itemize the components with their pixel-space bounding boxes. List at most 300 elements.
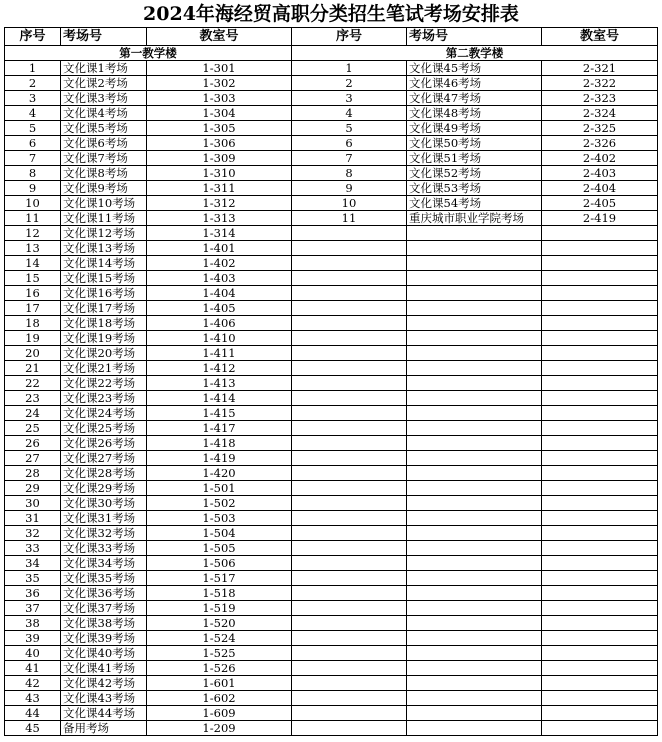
left-classroom-cell: 1-305 bbox=[147, 121, 292, 136]
table-row bbox=[5, 361, 658, 376]
right-empty-cell bbox=[292, 721, 407, 736]
right-empty-cell bbox=[542, 331, 658, 346]
left-index-cell: 39 bbox=[5, 631, 61, 646]
left-room-cell: 文化课25考场 bbox=[61, 421, 147, 436]
right-empty-cell bbox=[407, 706, 542, 721]
right-empty-cell bbox=[542, 541, 658, 556]
left-room-cell: 文化课24考场 bbox=[61, 406, 147, 421]
right-index-cell: 10 bbox=[292, 196, 407, 211]
left-index-cell: 10 bbox=[5, 196, 61, 211]
right-index-cell: 2 bbox=[292, 76, 407, 91]
header-classroom-left: 教室号 bbox=[147, 28, 292, 46]
table-row bbox=[5, 181, 658, 196]
right-empty-cell bbox=[542, 571, 658, 586]
left-room-cell: 文化课15考场 bbox=[61, 271, 147, 286]
left-room-cell: 文化课27考场 bbox=[61, 451, 147, 466]
right-empty-cell bbox=[407, 421, 542, 436]
right-empty-cell bbox=[542, 631, 658, 646]
left-index-cell: 41 bbox=[5, 661, 61, 676]
right-empty-cell bbox=[407, 661, 542, 676]
left-index-cell: 29 bbox=[5, 481, 61, 496]
left-room-cell: 文化课40考场 bbox=[61, 646, 147, 661]
right-empty-cell bbox=[542, 391, 658, 406]
left-classroom-cell: 1-505 bbox=[147, 541, 292, 556]
right-empty-cell bbox=[407, 691, 542, 706]
right-room-cell: 文化课53考场 bbox=[407, 181, 542, 196]
right-room-cell: 重庆城市职业学院考场 bbox=[407, 211, 542, 226]
right-empty-cell bbox=[407, 466, 542, 481]
right-empty-cell bbox=[292, 556, 407, 571]
table-row bbox=[5, 661, 658, 676]
right-empty-cell bbox=[542, 241, 658, 256]
left-index-cell: 34 bbox=[5, 556, 61, 571]
left-room-cell: 文化课26考场 bbox=[61, 436, 147, 451]
right-empty-cell bbox=[292, 631, 407, 646]
left-room-cell: 文化课12考场 bbox=[61, 226, 147, 241]
left-index-cell: 43 bbox=[5, 691, 61, 706]
table-row bbox=[5, 691, 658, 706]
left-room-cell: 文化课28考场 bbox=[61, 466, 147, 481]
left-room-cell: 文化课19考场 bbox=[61, 331, 147, 346]
header-row bbox=[5, 28, 658, 46]
left-classroom-cell: 1-406 bbox=[147, 316, 292, 331]
left-index-cell: 45 bbox=[5, 721, 61, 736]
right-empty-cell bbox=[542, 226, 658, 241]
right-empty-cell bbox=[542, 526, 658, 541]
right-empty-cell bbox=[542, 661, 658, 676]
left-index-cell: 6 bbox=[5, 136, 61, 151]
table-row bbox=[5, 391, 658, 406]
table-row bbox=[5, 706, 658, 721]
left-index-cell: 11 bbox=[5, 211, 61, 226]
left-index-cell: 4 bbox=[5, 106, 61, 121]
left-index-cell: 8 bbox=[5, 166, 61, 181]
right-classroom-cell: 2-324 bbox=[542, 106, 658, 121]
right-empty-cell bbox=[542, 421, 658, 436]
left-classroom-cell: 1-517 bbox=[147, 571, 292, 586]
right-empty-cell bbox=[542, 721, 658, 736]
right-index-cell: 7 bbox=[292, 151, 407, 166]
left-classroom-cell: 1-411 bbox=[147, 346, 292, 361]
left-classroom-cell: 1-313 bbox=[147, 211, 292, 226]
left-index-cell: 3 bbox=[5, 91, 61, 106]
left-room-cell: 文化课36考场 bbox=[61, 586, 147, 601]
left-room-cell: 文化课4考场 bbox=[61, 106, 147, 121]
left-classroom-cell: 1-418 bbox=[147, 436, 292, 451]
left-classroom-cell: 1-525 bbox=[147, 646, 292, 661]
right-empty-cell bbox=[292, 271, 407, 286]
left-room-cell: 文化课10考场 bbox=[61, 196, 147, 211]
left-room-cell: 文化课20考场 bbox=[61, 346, 147, 361]
left-index-cell: 19 bbox=[5, 331, 61, 346]
left-index-cell: 40 bbox=[5, 646, 61, 661]
table-row bbox=[5, 256, 658, 271]
right-classroom-cell: 2-322 bbox=[542, 76, 658, 91]
right-empty-cell bbox=[292, 586, 407, 601]
left-index-cell: 15 bbox=[5, 271, 61, 286]
left-classroom-cell: 1-306 bbox=[147, 136, 292, 151]
right-empty-cell bbox=[407, 556, 542, 571]
table-row bbox=[5, 376, 658, 391]
right-empty-cell bbox=[292, 601, 407, 616]
left-classroom-cell: 1-501 bbox=[147, 481, 292, 496]
left-room-cell: 文化课13考场 bbox=[61, 241, 147, 256]
right-empty-cell bbox=[292, 571, 407, 586]
right-empty-cell bbox=[542, 616, 658, 631]
left-classroom-cell: 1-309 bbox=[147, 151, 292, 166]
left-room-cell: 文化课18考场 bbox=[61, 316, 147, 331]
right-empty-cell bbox=[407, 376, 542, 391]
left-classroom-cell: 1-301 bbox=[147, 61, 292, 76]
left-classroom-cell: 1-502 bbox=[147, 496, 292, 511]
left-index-cell: 27 bbox=[5, 451, 61, 466]
table-row bbox=[5, 631, 658, 646]
header-index-right: 序号 bbox=[292, 28, 407, 46]
table-row bbox=[5, 586, 658, 601]
right-empty-cell bbox=[542, 406, 658, 421]
left-room-cell: 文化课39考场 bbox=[61, 631, 147, 646]
right-index-cell: 6 bbox=[292, 136, 407, 151]
exam-room-table bbox=[4, 27, 658, 736]
table-row bbox=[5, 541, 658, 556]
right-classroom-cell: 2-323 bbox=[542, 91, 658, 106]
building1-name: 第一教学楼 bbox=[5, 46, 292, 61]
right-classroom-cell: 2-419 bbox=[542, 211, 658, 226]
header-index-left: 序号 bbox=[5, 28, 61, 46]
left-index-cell: 35 bbox=[5, 571, 61, 586]
right-empty-cell bbox=[542, 301, 658, 316]
left-room-cell: 文化课17考场 bbox=[61, 301, 147, 316]
right-empty-cell bbox=[292, 346, 407, 361]
right-empty-cell bbox=[407, 631, 542, 646]
table-row bbox=[5, 76, 658, 91]
left-classroom-cell: 1-415 bbox=[147, 406, 292, 421]
right-empty-cell bbox=[407, 496, 542, 511]
left-room-cell: 文化课3考场 bbox=[61, 91, 147, 106]
left-index-cell: 38 bbox=[5, 616, 61, 631]
left-room-cell: 文化课22考场 bbox=[61, 376, 147, 391]
left-room-cell: 文化课2考场 bbox=[61, 76, 147, 91]
left-classroom-cell: 1-412 bbox=[147, 361, 292, 376]
right-empty-cell bbox=[292, 241, 407, 256]
left-classroom-cell: 1-304 bbox=[147, 106, 292, 121]
left-room-cell: 文化课37考场 bbox=[61, 601, 147, 616]
table-row bbox=[5, 721, 658, 736]
right-empty-cell bbox=[292, 541, 407, 556]
table-row bbox=[5, 526, 658, 541]
right-empty-cell bbox=[292, 526, 407, 541]
left-classroom-cell: 1-314 bbox=[147, 226, 292, 241]
right-empty-cell bbox=[542, 466, 658, 481]
left-classroom-cell: 1-419 bbox=[147, 451, 292, 466]
left-classroom-cell: 1-312 bbox=[147, 196, 292, 211]
left-index-cell: 9 bbox=[5, 181, 61, 196]
right-empty-cell bbox=[292, 256, 407, 271]
table-row bbox=[5, 451, 658, 466]
table-row bbox=[5, 346, 658, 361]
left-room-cell: 文化课32考场 bbox=[61, 526, 147, 541]
right-empty-cell bbox=[292, 451, 407, 466]
left-classroom-cell: 1-402 bbox=[147, 256, 292, 271]
left-room-cell: 文化课8考场 bbox=[61, 166, 147, 181]
table-row bbox=[5, 91, 658, 106]
right-empty-cell bbox=[407, 436, 542, 451]
right-empty-cell bbox=[542, 316, 658, 331]
table-row bbox=[5, 61, 658, 76]
right-empty-cell bbox=[292, 691, 407, 706]
right-empty-cell bbox=[407, 271, 542, 286]
right-empty-cell bbox=[292, 301, 407, 316]
right-empty-cell bbox=[407, 451, 542, 466]
right-index-cell: 11 bbox=[292, 211, 407, 226]
left-index-cell: 20 bbox=[5, 346, 61, 361]
left-index-cell: 22 bbox=[5, 376, 61, 391]
left-classroom-cell: 1-503 bbox=[147, 511, 292, 526]
table-row bbox=[5, 646, 658, 661]
right-room-cell: 文化课50考场 bbox=[407, 136, 542, 151]
right-empty-cell bbox=[542, 646, 658, 661]
table-row bbox=[5, 676, 658, 691]
right-empty-cell bbox=[542, 676, 658, 691]
table-row bbox=[5, 436, 658, 451]
left-index-cell: 26 bbox=[5, 436, 61, 451]
right-index-cell: 3 bbox=[292, 91, 407, 106]
table-row bbox=[5, 316, 658, 331]
right-empty-cell bbox=[292, 361, 407, 376]
right-empty-cell bbox=[542, 691, 658, 706]
left-classroom-cell: 1-602 bbox=[147, 691, 292, 706]
left-room-cell: 文化课21考场 bbox=[61, 361, 147, 376]
right-empty-cell bbox=[407, 226, 542, 241]
right-empty-cell bbox=[542, 496, 658, 511]
right-empty-cell bbox=[292, 391, 407, 406]
right-room-cell: 文化课51考场 bbox=[407, 151, 542, 166]
left-index-cell: 23 bbox=[5, 391, 61, 406]
right-room-cell: 文化课48考场 bbox=[407, 106, 542, 121]
left-room-cell: 文化课35考场 bbox=[61, 571, 147, 586]
right-empty-cell bbox=[407, 361, 542, 376]
left-classroom-cell: 1-506 bbox=[147, 556, 292, 571]
right-empty-cell bbox=[292, 676, 407, 691]
left-classroom-cell: 1-526 bbox=[147, 661, 292, 676]
left-classroom-cell: 1-410 bbox=[147, 331, 292, 346]
left-classroom-cell: 1-420 bbox=[147, 466, 292, 481]
left-classroom-cell: 1-413 bbox=[147, 376, 292, 391]
right-empty-cell bbox=[407, 601, 542, 616]
right-empty-cell bbox=[407, 676, 542, 691]
right-empty-cell bbox=[292, 511, 407, 526]
table-row bbox=[5, 601, 658, 616]
left-room-cell: 文化课11考场 bbox=[61, 211, 147, 226]
right-classroom-cell: 2-404 bbox=[542, 181, 658, 196]
right-empty-cell bbox=[407, 301, 542, 316]
left-classroom-cell: 1-609 bbox=[147, 706, 292, 721]
left-classroom-cell: 1-519 bbox=[147, 601, 292, 616]
left-index-cell: 30 bbox=[5, 496, 61, 511]
right-empty-cell bbox=[292, 226, 407, 241]
left-index-cell: 36 bbox=[5, 586, 61, 601]
right-room-cell: 文化课45考场 bbox=[407, 61, 542, 76]
right-empty-cell bbox=[407, 721, 542, 736]
right-empty-cell bbox=[542, 706, 658, 721]
right-empty-cell bbox=[542, 286, 658, 301]
table-row bbox=[5, 481, 658, 496]
right-empty-cell bbox=[542, 601, 658, 616]
left-classroom-cell: 1-504 bbox=[147, 526, 292, 541]
left-room-cell: 文化课38考场 bbox=[61, 616, 147, 631]
right-empty-cell bbox=[542, 346, 658, 361]
left-index-cell: 7 bbox=[5, 151, 61, 166]
right-empty-cell bbox=[407, 616, 542, 631]
table-row bbox=[5, 496, 658, 511]
right-empty-cell bbox=[542, 481, 658, 496]
left-classroom-cell: 1-311 bbox=[147, 181, 292, 196]
right-empty-cell bbox=[292, 616, 407, 631]
header-room-right: 考场号 bbox=[407, 28, 542, 46]
right-empty-cell bbox=[292, 466, 407, 481]
left-index-cell: 21 bbox=[5, 361, 61, 376]
right-index-cell: 4 bbox=[292, 106, 407, 121]
left-room-cell: 文化课16考场 bbox=[61, 286, 147, 301]
table-row bbox=[5, 331, 658, 346]
table-row bbox=[5, 286, 658, 301]
right-empty-cell bbox=[407, 316, 542, 331]
page-title: 2024年海经贸高职分类招生笔试考场安排表 bbox=[143, 3, 519, 25]
right-index-cell: 9 bbox=[292, 181, 407, 196]
left-classroom-cell: 1-310 bbox=[147, 166, 292, 181]
left-classroom-cell: 1-414 bbox=[147, 391, 292, 406]
left-room-cell: 文化课44考场 bbox=[61, 706, 147, 721]
right-empty-cell bbox=[407, 241, 542, 256]
right-empty-cell bbox=[292, 646, 407, 661]
left-room-cell: 文化课43考场 bbox=[61, 691, 147, 706]
right-empty-cell bbox=[542, 376, 658, 391]
right-empty-cell bbox=[542, 451, 658, 466]
right-classroom-cell: 2-321 bbox=[542, 61, 658, 76]
right-empty-cell bbox=[542, 586, 658, 601]
left-index-cell: 44 bbox=[5, 706, 61, 721]
table-row bbox=[5, 241, 658, 256]
right-room-cell: 文化课54考场 bbox=[407, 196, 542, 211]
left-classroom-cell: 1-302 bbox=[147, 76, 292, 91]
left-room-cell: 备用考场 bbox=[61, 721, 147, 736]
right-empty-cell bbox=[292, 436, 407, 451]
table-row bbox=[5, 121, 658, 136]
left-classroom-cell: 1-401 bbox=[147, 241, 292, 256]
left-room-cell: 文化课41考场 bbox=[61, 661, 147, 676]
left-classroom-cell: 1-601 bbox=[147, 676, 292, 691]
table-row bbox=[5, 136, 658, 151]
left-room-cell: 文化课5考场 bbox=[61, 121, 147, 136]
left-index-cell: 25 bbox=[5, 421, 61, 436]
left-index-cell: 32 bbox=[5, 526, 61, 541]
left-classroom-cell: 1-518 bbox=[147, 586, 292, 601]
building2-name: 第二教学楼 bbox=[292, 46, 658, 61]
right-empty-cell bbox=[407, 331, 542, 346]
left-room-cell: 文化课33考场 bbox=[61, 541, 147, 556]
left-index-cell: 33 bbox=[5, 541, 61, 556]
left-room-cell: 文化课9考场 bbox=[61, 181, 147, 196]
building-row bbox=[5, 46, 658, 61]
left-classroom-cell: 1-520 bbox=[147, 616, 292, 631]
table-row bbox=[5, 166, 658, 181]
left-room-cell: 文化课29考场 bbox=[61, 481, 147, 496]
header-classroom-right: 教室号 bbox=[542, 28, 658, 46]
left-index-cell: 42 bbox=[5, 676, 61, 691]
right-index-cell: 8 bbox=[292, 166, 407, 181]
right-empty-cell bbox=[292, 286, 407, 301]
left-room-cell: 文化课14考场 bbox=[61, 256, 147, 271]
right-empty-cell bbox=[542, 511, 658, 526]
right-empty-cell bbox=[407, 586, 542, 601]
header-room-left: 考场号 bbox=[61, 28, 147, 46]
table-row bbox=[5, 511, 658, 526]
left-index-cell: 16 bbox=[5, 286, 61, 301]
table-row bbox=[5, 301, 658, 316]
left-room-cell: 文化课42考场 bbox=[61, 676, 147, 691]
right-empty-cell bbox=[407, 646, 542, 661]
right-room-cell: 文化课49考场 bbox=[407, 121, 542, 136]
right-empty-cell bbox=[542, 271, 658, 286]
right-empty-cell bbox=[407, 481, 542, 496]
right-empty-cell bbox=[292, 481, 407, 496]
left-index-cell: 24 bbox=[5, 406, 61, 421]
table-row bbox=[5, 556, 658, 571]
left-room-cell: 文化课30考场 bbox=[61, 496, 147, 511]
table-row bbox=[5, 616, 658, 631]
table-row bbox=[5, 151, 658, 166]
table-row bbox=[5, 196, 658, 211]
table-row bbox=[5, 421, 658, 436]
right-classroom-cell: 2-403 bbox=[542, 166, 658, 181]
right-classroom-cell: 2-405 bbox=[542, 196, 658, 211]
left-room-cell: 文化课6考场 bbox=[61, 136, 147, 151]
left-classroom-cell: 1-404 bbox=[147, 286, 292, 301]
left-index-cell: 2 bbox=[5, 76, 61, 91]
right-empty-cell bbox=[292, 421, 407, 436]
right-empty-cell bbox=[542, 361, 658, 376]
left-index-cell: 1 bbox=[5, 61, 61, 76]
right-room-cell: 文化课47考场 bbox=[407, 91, 542, 106]
left-classroom-cell: 1-403 bbox=[147, 271, 292, 286]
table-row bbox=[5, 571, 658, 586]
right-empty-cell bbox=[407, 346, 542, 361]
left-classroom-cell: 1-405 bbox=[147, 301, 292, 316]
right-empty-cell bbox=[292, 376, 407, 391]
right-empty-cell bbox=[292, 316, 407, 331]
left-room-cell: 文化课34考场 bbox=[61, 556, 147, 571]
left-index-cell: 13 bbox=[5, 241, 61, 256]
right-empty-cell bbox=[407, 286, 542, 301]
right-empty-cell bbox=[292, 331, 407, 346]
table-row bbox=[5, 226, 658, 241]
right-classroom-cell: 2-326 bbox=[542, 136, 658, 151]
left-classroom-cell: 1-524 bbox=[147, 631, 292, 646]
left-index-cell: 28 bbox=[5, 466, 61, 481]
left-room-cell: 文化课1考场 bbox=[61, 61, 147, 76]
right-empty-cell bbox=[407, 526, 542, 541]
right-empty-cell bbox=[407, 511, 542, 526]
left-index-cell: 17 bbox=[5, 301, 61, 316]
table-row bbox=[5, 466, 658, 481]
left-index-cell: 37 bbox=[5, 601, 61, 616]
table-row bbox=[5, 406, 658, 421]
right-empty-cell bbox=[407, 256, 542, 271]
table-row bbox=[5, 106, 658, 121]
right-empty-cell bbox=[407, 391, 542, 406]
right-classroom-cell: 2-325 bbox=[542, 121, 658, 136]
right-empty-cell bbox=[292, 661, 407, 676]
